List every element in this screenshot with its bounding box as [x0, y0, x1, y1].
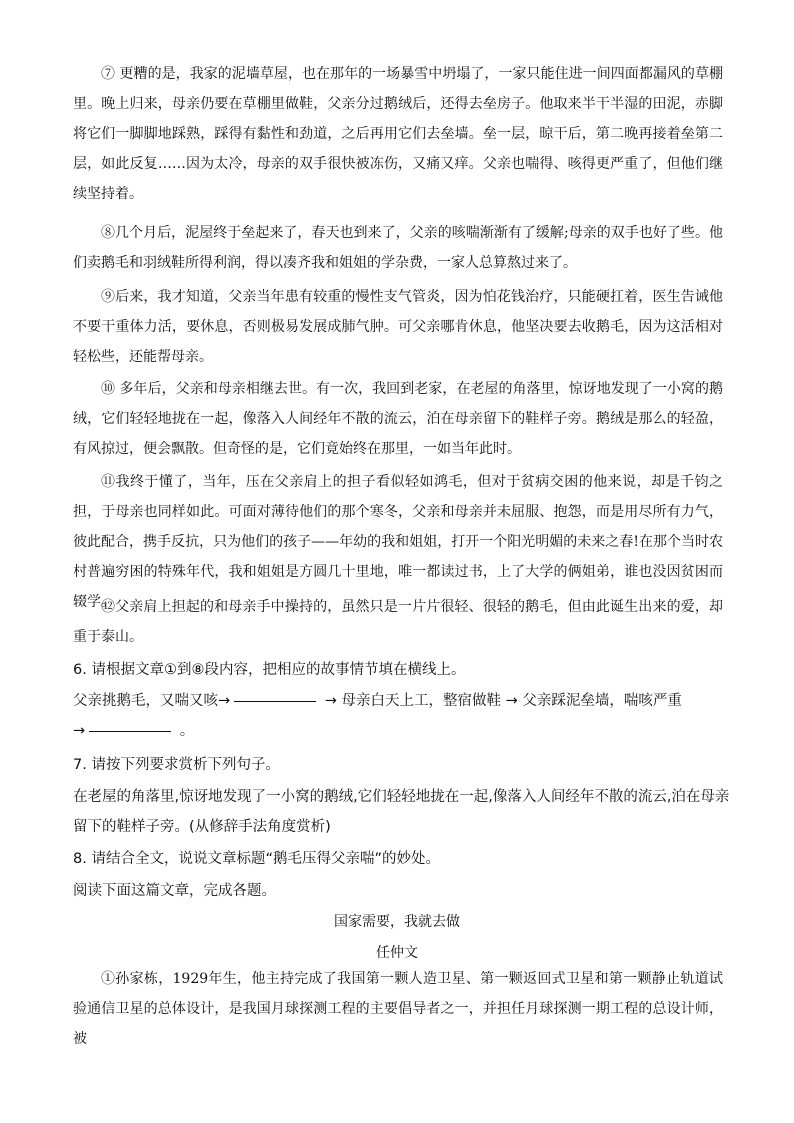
paragraph-7: ⑦ 更糟的是，我家的泥墙草屋，也在那年的一场暴雪中坍塌了，一家只能住进一间四面都漏风的草棚里。晚上归来，母亲仍要在草棚里做鞋，父亲分过鹅绒后，还得去垒房子。他取来半干半湿的田泥，赤脚将它们一脚脚地踩熟，踩得有黏性和劲道，之后再用它们去垒墙。垒一层，晾干后，第二晚再接着垒第二层，如此反复……因为太冷，母亲的双手很快被冻伤，又痛又痒。父亲也喘得、咳得更严重了，但他们继续坚持着。 [73, 66, 723, 202]
question-7-prompt: 7. 请按下列要求赏析下列句子。 [73, 757, 280, 773]
paragraph-8: ⑧几个月后，泥屋终于垒起来了，春天也到来了，父亲的咳喘渐渐有了缓解;母亲的双手也好了些。他们卖鹅毛和羽绒鞋所得利润，得以凑齐我和姐姐的学杂费，一家人总算熬过来了。 [73, 225, 723, 271]
article-author: 任仲文 [376, 945, 418, 961]
question-8-prompt: 8. 请结合全文，说说文章标题“鹅毛压得父亲喘”的妙处。 [73, 851, 440, 867]
paragraph-9: ⑨后来，我才知道，父亲当年患有较重的慢性支气管炎，因为怕花钱治疗，只能硬扛着，医生告诫他不要干重体力活，要休息，否则极易发展成肺气肿。可父亲哪肯休息，他坚决要去收鹅毛，因为这活相对轻松些，还能帮母亲。 [73, 289, 723, 365]
paragraph-11: ⑪我终于懂了，当年，压在父亲肩上的担子看似轻如鸿毛，但对于贫病交困的他来说，却是千钧之担，于母亲也同样如此。可面对薄待他们的那个寒冬，父亲和母亲并未屈服、抱怨，而是用尽所有力气，彼此配合，携手反抗，只为他们的孩子——年幼的我和姐姐，打开一个阳光明媚的未来之春!在那个当时农村普遍穷困的特殊年代，我和姐姐是方圆几十里地，唯一都读过书，上了大学的俩姐弟，谁也没因贫困而辍学。 [73, 474, 723, 610]
question-7-sentence: 在老屋的角落里,惊讶地发现了一小窝的鹅绒,它们轻轻地拢在一起,像落入人间经年不散的流云,泊在母亲留下的鞋样子旁。(从修辞手法角度赏析) [73, 789, 730, 835]
paragraph-10: ⑩ 多年后，父亲和母亲相继去世。有一次，我回到老家，在老屋的角落里，惊讶地发现了一小窝的鹅绒，它们轻轻地拢在一起，像落入人间经年不散的流云，泊在母亲留下的鞋样子旁。鹅绒是那么的轻盈，有风掠过，便会飘散。但奇怪的是，它们竟始终在那里，一如当年此时。 [73, 381, 723, 457]
reading-instruction: 阅读下面这篇文章，完成各题。 [73, 883, 276, 899]
q6-text-3: → [73, 723, 86, 739]
answer-blank-2[interactable] [89, 730, 171, 732]
question-6-prompt: 6. 请根据文章①到⑧段内容，把相应的故事情节填在横线上。 [73, 662, 466, 678]
answer-blank-1[interactable] [234, 700, 316, 702]
question-6-answer-line [73, 686, 733, 746]
article-title: 国家需要，我就去做 [334, 914, 460, 930]
q6-text-1: 父亲挑鹅毛，又喘又咳→ [73, 693, 231, 709]
q6-text-4: 。 [179, 723, 195, 739]
q6-text-2: → 母亲白天上工，整宿做鞋 → 父亲踩泥垒墙，喘咳严重 [324, 693, 682, 709]
article-paragraph-1: ①孙家栋，1929年生，他主持完成了我国第一颗人造卫星、第一颗返回式卫星和第一颗静止轨道试验通信卫星的总体设计，是我国月球探测工程的主要倡导者之一，并担任月球探测一期工程的总设计师，被 [73, 971, 723, 1047]
paragraph-12: ⑫父亲肩上担起的和母亲手中操持的，虽然只是一片片很轻、很轻的鹅毛，但由此诞生出来的爱，却重于泰山。 [73, 599, 723, 645]
